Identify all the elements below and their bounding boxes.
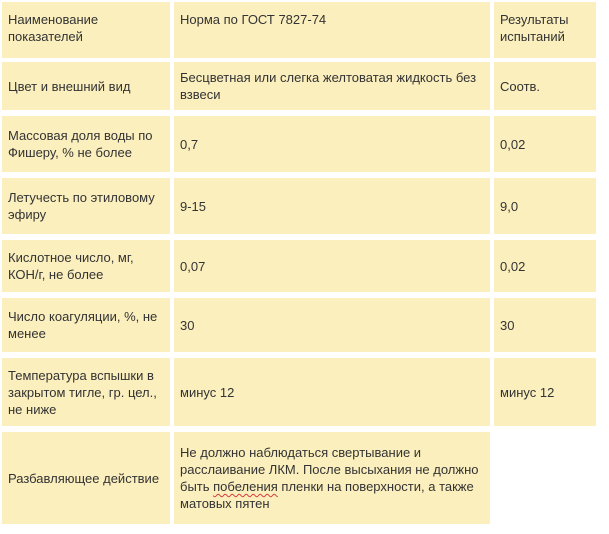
- row-3-norm: 9-15: [174, 178, 490, 234]
- header-name: Наименование показателей: [2, 2, 170, 58]
- row-1-name: Цвет и внешний вид: [2, 62, 170, 110]
- row-7-name: Разбавляющее действие: [2, 432, 170, 524]
- row-6-result: минус 12: [494, 358, 596, 426]
- row-2-name: Массовая доля воды по Фишеру, % не более: [2, 116, 170, 172]
- header-result: Результаты испытаний: [494, 2, 596, 58]
- row-3-result: 9,0: [494, 178, 596, 234]
- row-1-result: Соотв.: [494, 62, 596, 110]
- row-2-result: 0,02: [494, 116, 596, 172]
- row-4-result: 0,02: [494, 240, 596, 292]
- row-5-name: Число коагуляции, %, не менее: [2, 298, 170, 352]
- row-4-norm: 0,07: [174, 240, 490, 292]
- row-7-norm: [174, 432, 490, 524]
- row-7-norm-text: [180, 444, 478, 512]
- row-3-name: Летучесть по этиловому эфиру: [2, 178, 170, 234]
- row-2-norm: 0,7: [174, 116, 490, 172]
- row-5-result: 30: [494, 298, 596, 352]
- row-6-name: Температура вспышки в закрытом тигле, гр. цел., не ниже: [2, 358, 170, 426]
- row-4-name: Кислотное число, мг, КОН/г, не более: [2, 240, 170, 292]
- row-7-norm-part-3: пленки на поверхности, а также матовых пятен: [180, 479, 474, 511]
- spellcheck-flagged-word: побеления: [213, 479, 278, 494]
- row-6-norm: минус 12: [174, 358, 490, 426]
- header-norm: Норма по ГОСТ 7827-74: [174, 2, 490, 58]
- row-7-result: [494, 432, 596, 524]
- row-5-norm: 30: [174, 298, 490, 352]
- row-7-norm-part-1: Не должно наблюдаться свертывание и расслаивание ЛКМ. После высыхания не должно быть: [180, 445, 479, 494]
- row-1-norm: Бесцветная или слегка желтоватая жидкость без взвеси: [174, 62, 490, 110]
